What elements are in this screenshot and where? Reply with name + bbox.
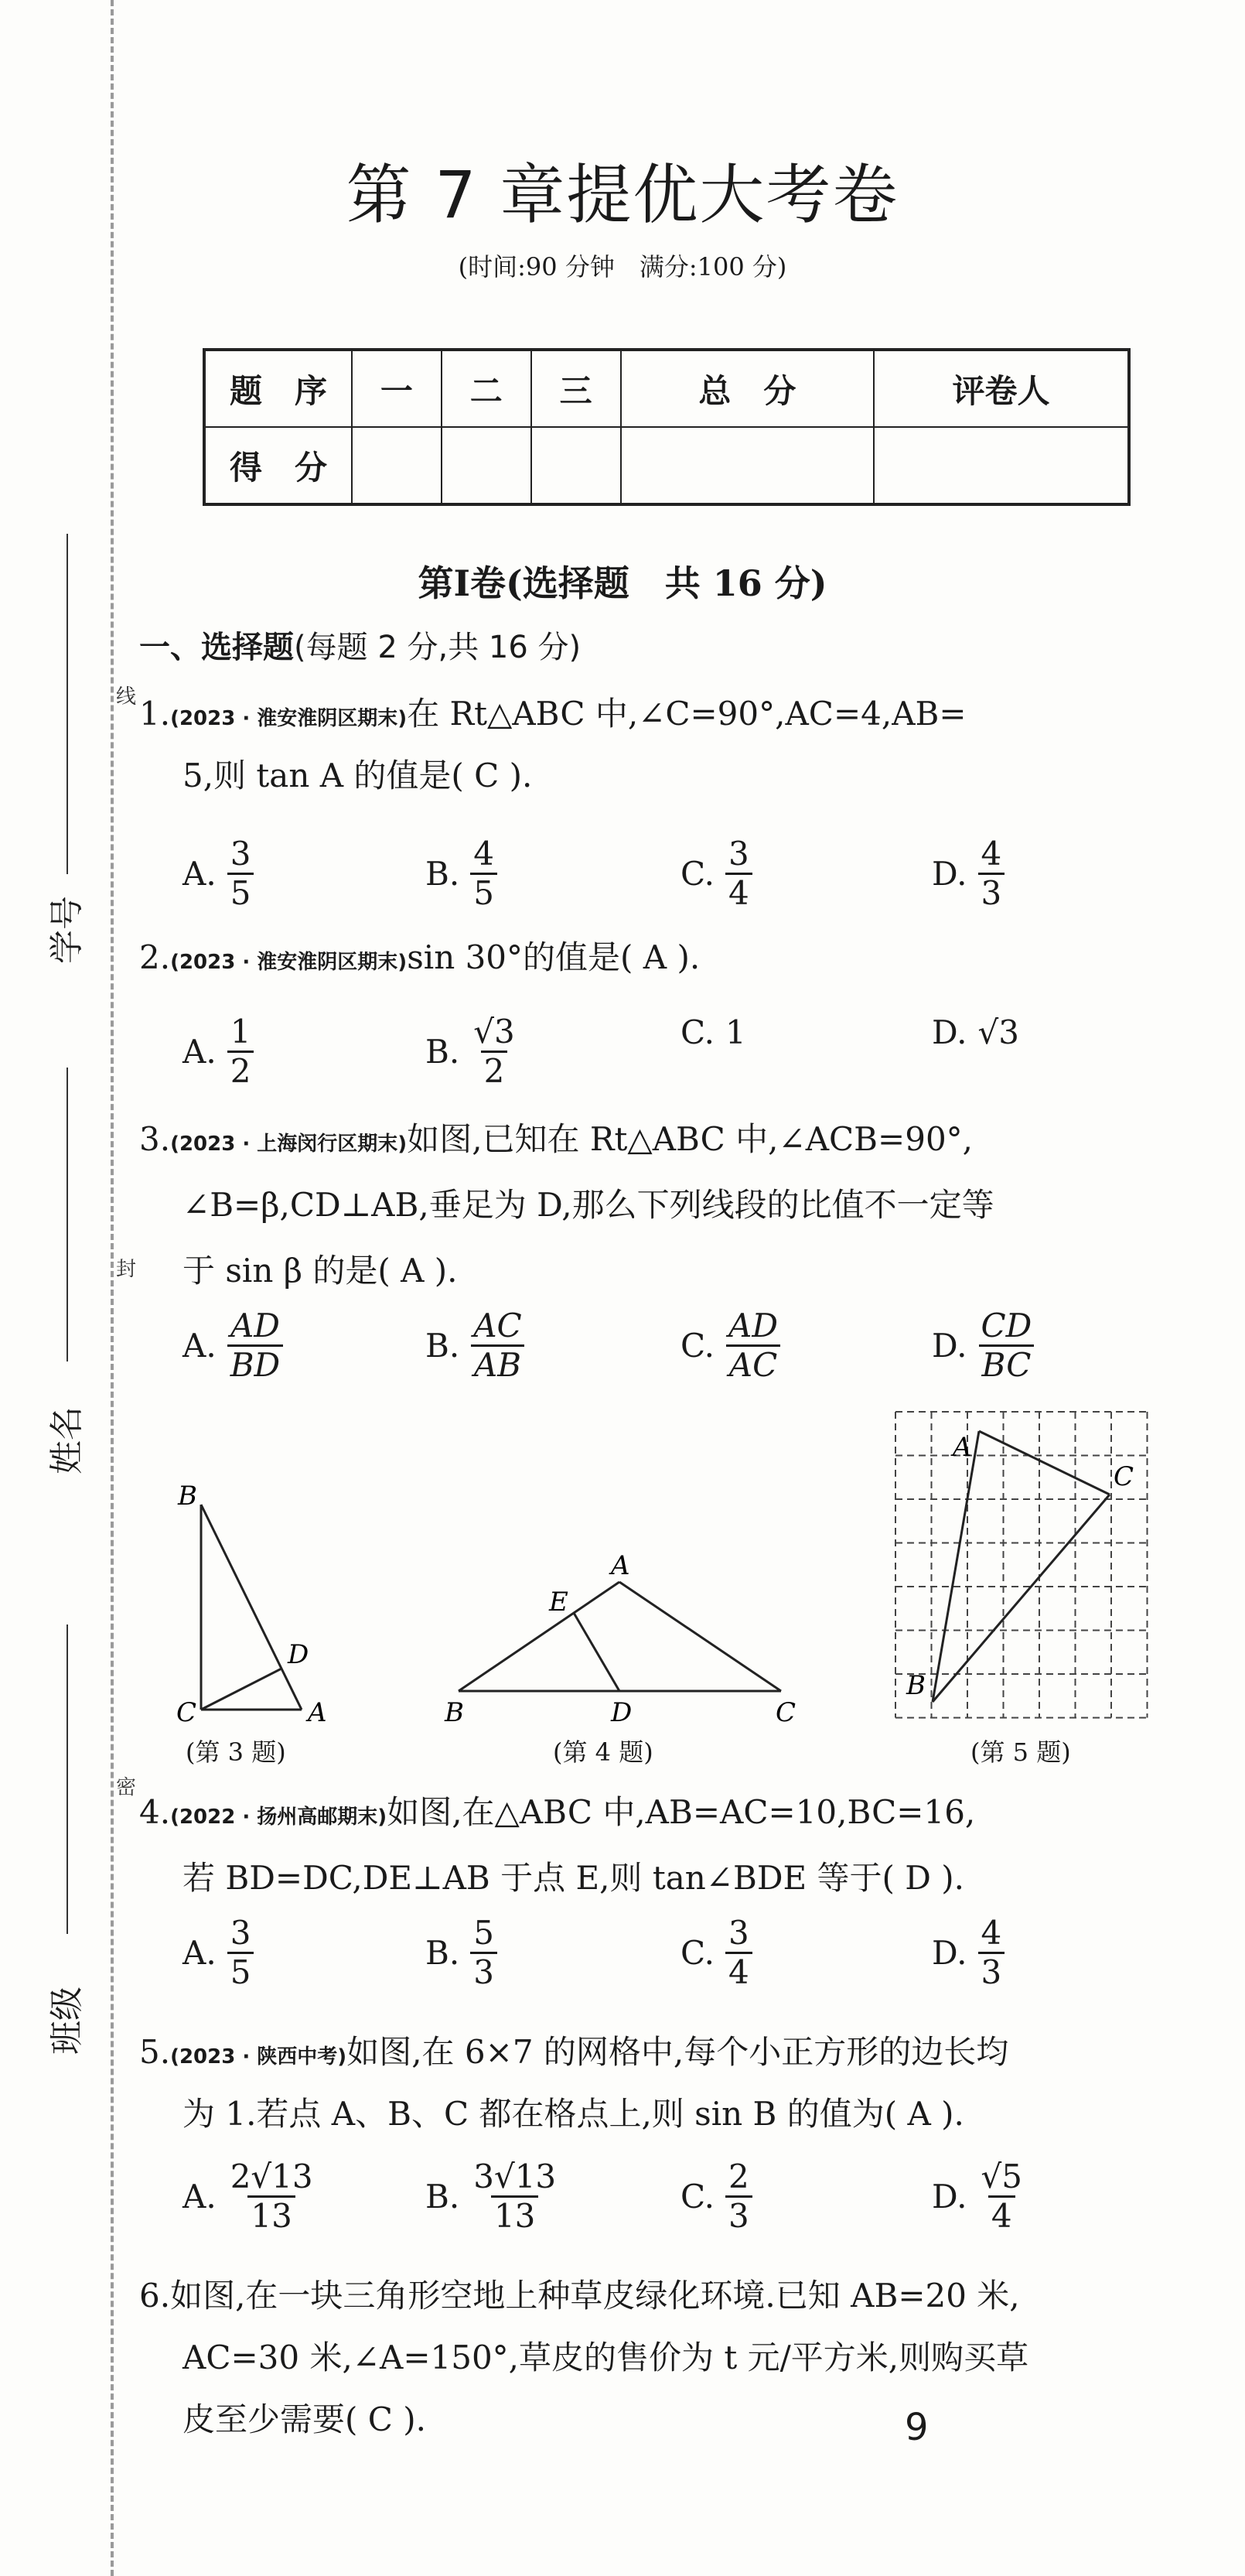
- question-4-line-1: [139, 1787, 975, 1833]
- option-a: [182, 1307, 283, 1385]
- fig3-label: A: [308, 1697, 327, 1728]
- fraction-denominator: 4: [725, 873, 752, 912]
- option-fraction: [227, 1307, 284, 1385]
- score-table-header-row: [204, 350, 1129, 427]
- option-d: [932, 835, 1005, 913]
- option-letter: C.: [680, 2178, 715, 2216]
- question-number: 5.: [139, 2033, 171, 2071]
- fig5-side-ab: [933, 1431, 979, 1702]
- option-a: [182, 1013, 254, 1091]
- figure-5: [889, 1408, 1183, 1725]
- fig5-side-ac: [979, 1431, 1110, 1495]
- student-id-label: 学号: [47, 896, 87, 964]
- score-table-header: 评卷人: [874, 350, 1129, 427]
- figure-3: [170, 1470, 356, 1733]
- question-5-line-1: [139, 2027, 1008, 2073]
- option-letter: B.: [425, 1327, 460, 1365]
- question-number: 2.: [139, 938, 171, 976]
- question-type-label: 一、选择题: [139, 630, 294, 665]
- fig4-label: B: [445, 1697, 464, 1728]
- option-letter: D.: [932, 1934, 967, 1973]
- question-source: (2023 · 陕西中考): [170, 2045, 347, 2069]
- fraction-numerator: 2: [728, 2157, 749, 2195]
- option-fraction: [978, 1915, 1005, 1992]
- option-letter: D.: [932, 1013, 967, 1051]
- question-6-line-3: 皮至少需要( C ).: [182, 2400, 426, 2438]
- fraction-numerator: 4: [981, 835, 1002, 873]
- option-b: [425, 1013, 518, 1091]
- option-fraction: [470, 1915, 497, 1992]
- fig5-grid: [895, 1412, 1148, 1718]
- question-text: 如图,在一块三角形空地上种草皮绿化环境.已知 AB=20 米,: [170, 2277, 1020, 2315]
- fraction-numerator: 3√13: [473, 2157, 557, 2195]
- fraction-numerator: 3: [728, 835, 749, 873]
- option-fraction: [725, 2158, 752, 2236]
- option-fraction: [227, 2158, 316, 2236]
- option-fraction: [470, 1013, 517, 1091]
- fig3-altitude-cd: [201, 1669, 281, 1710]
- fig5-label: B: [906, 1670, 926, 1701]
- option-a: [182, 1915, 254, 1992]
- score-table-header: 总 分: [621, 350, 874, 427]
- fraction-denominator: 3: [725, 2195, 752, 2235]
- figure-4: [429, 1547, 816, 1733]
- option-letter: C.: [680, 855, 715, 893]
- fig3-side-ab: [201, 1505, 302, 1710]
- score-cell[interactable]: [352, 427, 442, 504]
- fig3-label: D: [288, 1639, 309, 1670]
- fraction-denominator: 4: [988, 2195, 1015, 2235]
- option-b: [425, 1307, 525, 1385]
- question-text: 如图,在△ABC 中,AB=AC=10,BC=16,: [387, 1793, 976, 1831]
- option-value: 1: [725, 1013, 746, 1051]
- option-letter: B.: [425, 2178, 460, 2216]
- option-letter: B.: [425, 1033, 460, 1071]
- option-fraction: [227, 1915, 254, 1992]
- fig4-label: D: [611, 1697, 633, 1728]
- option-letter: B.: [425, 855, 460, 893]
- figure-4-caption: (第 4 题): [553, 1737, 653, 1767]
- option-d: [932, 1915, 1005, 1992]
- score-cell[interactable]: [621, 427, 874, 504]
- option-letter: A.: [182, 1327, 217, 1365]
- option-d: [932, 1013, 1019, 1051]
- page-subtitle: (时间:90 分钟 满分:100 分): [458, 252, 787, 282]
- fraction-numerator: AD: [230, 1307, 280, 1344]
- binding-dashed-line: [111, 0, 114, 2576]
- page-number: 9: [905, 2406, 929, 2449]
- question-number: 1.: [139, 695, 171, 733]
- question-text: 如图,在 6×7 的网格中,每个小正方形的边长均: [346, 2033, 1009, 2071]
- option-c: [680, 1915, 752, 1992]
- score-cell[interactable]: [874, 427, 1129, 504]
- fraction-denominator: 2: [227, 1051, 254, 1090]
- option-b: [425, 835, 497, 913]
- fig4-label: C: [776, 1697, 796, 1728]
- option-letter: C.: [680, 1327, 715, 1365]
- question-number: 4.: [139, 1793, 171, 1831]
- margin-mark-seal: 封: [116, 1258, 137, 1281]
- question-6-line-2: AC=30 米,∠A=150°,草皮的售价为 t 元/平方米,则购买草: [182, 2339, 1029, 2376]
- fig4-label: A: [611, 1550, 630, 1581]
- score-table-header: 题 序: [204, 350, 352, 427]
- option-b: [425, 2158, 559, 2236]
- fraction-denominator: 5: [227, 873, 254, 912]
- fraction-numerator: 3: [230, 835, 251, 873]
- fig4-label: E: [549, 1587, 568, 1618]
- question-source: (2023 · 淮安淮阴区期末): [170, 707, 408, 730]
- option-letter: B.: [425, 1934, 460, 1973]
- option-c: [680, 1307, 781, 1385]
- score-row-label: 得 分: [204, 427, 352, 504]
- fig4-segment-de: [574, 1613, 619, 1691]
- option-fraction: [978, 835, 1005, 913]
- fraction-numerator: √3: [473, 1013, 515, 1051]
- option-letter: A.: [182, 2178, 217, 2216]
- option-letter: D.: [932, 855, 967, 893]
- question-3-line-3: 于 sin β 的是( A ).: [182, 1252, 458, 1290]
- fig5-side-bc: [933, 1495, 1110, 1702]
- question-type-note: (每题 2 分,共 16 分): [294, 630, 582, 665]
- option-letter: C.: [680, 1013, 715, 1051]
- question-text: 在 Rt△ABC 中,∠C=90°,AC=4,AB=: [407, 695, 967, 733]
- option-letter: D.: [932, 1327, 967, 1365]
- option-fraction: [978, 2158, 1025, 2236]
- fraction-denominator: 3: [978, 1952, 1005, 1991]
- fraction-numerator: 4: [981, 1914, 1002, 1952]
- figure-3-caption: (第 3 题): [186, 1737, 286, 1767]
- fraction-denominator: 2: [481, 1051, 508, 1090]
- question-6-line-1: [139, 2270, 1020, 2317]
- fraction-denominator: 3: [978, 873, 1005, 912]
- option-fraction: [725, 1915, 752, 1992]
- figure-5-caption: (第 5 题): [970, 1737, 1071, 1767]
- score-cell[interactable]: [531, 427, 621, 504]
- fraction-denominator: 4: [725, 1952, 752, 1991]
- option-c: [680, 835, 752, 913]
- fig5-label: C: [1114, 1461, 1134, 1492]
- option-letter: A.: [182, 1934, 217, 1973]
- question-source: (2023 · 淮安淮阴区期末): [170, 951, 408, 974]
- option-a: [182, 835, 254, 913]
- option-fraction: [470, 2158, 559, 2236]
- option-letter: A.: [182, 855, 217, 893]
- option-d: [932, 1307, 1035, 1385]
- fraction-numerator: 3: [728, 1914, 749, 1952]
- fraction-numerator: CD: [981, 1307, 1032, 1344]
- question-1-line-1: [139, 688, 967, 735]
- option-c: [680, 1013, 746, 1051]
- score-cell[interactable]: [442, 427, 531, 504]
- fig4-side-ab: [459, 1582, 619, 1691]
- question-text: sin 30°的值是( A ).: [407, 938, 701, 976]
- option-fraction: [227, 1013, 254, 1091]
- margin-mark-secret: 密: [116, 1776, 137, 1799]
- fig5-label: A: [953, 1432, 972, 1463]
- option-letter: A.: [182, 1033, 217, 1071]
- question-4-line-2: 若 BD=DC,DE⊥AB 于点 E,则 tan∠BDE 等于( D ).: [182, 1859, 965, 1897]
- score-table-score-row: [204, 427, 1129, 504]
- fraction-denominator: 13: [491, 2195, 538, 2235]
- fraction-numerator: 2√13: [230, 2157, 313, 2195]
- option-fraction: [227, 835, 254, 913]
- option-fraction: [470, 1307, 524, 1385]
- page-title: 第 7 章提优大考卷: [346, 157, 899, 233]
- score-table-header: 一: [352, 350, 442, 427]
- option-a: [182, 2158, 316, 2236]
- name-label: 姓名: [47, 1406, 87, 1474]
- option-fraction: [725, 1307, 781, 1385]
- question-source: (2022 · 扬州高邮期末): [170, 1806, 387, 1829]
- fig3-label: B: [178, 1481, 197, 1512]
- fraction-denominator: AC: [726, 1344, 780, 1384]
- fraction-denominator: BC: [979, 1344, 1035, 1384]
- fig3-label: C: [176, 1697, 197, 1728]
- fig4-side-ac: [619, 1582, 781, 1691]
- option-fraction: [470, 835, 497, 913]
- question-source: (2023 · 上海闵行区期末): [170, 1133, 408, 1156]
- class-line: [67, 1625, 68, 1934]
- option-letter: D.: [932, 2178, 967, 2216]
- option-d: [932, 2158, 1025, 2236]
- fraction-numerator: AD: [728, 1307, 779, 1344]
- score-table-header: 三: [531, 350, 621, 427]
- fraction-numerator: 3: [230, 1914, 251, 1952]
- question-number: 6.: [139, 2277, 171, 2315]
- fraction-numerator: 5: [473, 1914, 494, 1952]
- fraction-numerator: AC: [473, 1307, 522, 1344]
- fraction-denominator: 13: [247, 2195, 295, 2235]
- question-5-line-2: 为 1.若点 A、B、C 都在格点上,则 sin B 的值为( A ).: [182, 2095, 964, 2133]
- option-letter: C.: [680, 1934, 715, 1973]
- question-1-line-2: 5,则 tan A 的值是( C ).: [182, 757, 533, 794]
- fraction-numerator: √5: [981, 2157, 1023, 2195]
- question-2-line-1: [139, 932, 700, 979]
- section-title: 第Ⅰ卷(选择题 共 16 分): [418, 562, 827, 604]
- fraction-denominator: 5: [227, 1952, 254, 1991]
- fraction-denominator: AB: [471, 1344, 524, 1384]
- score-table: [203, 348, 1131, 506]
- option-fraction: [978, 1307, 1035, 1385]
- class-label: 班级: [47, 1987, 87, 2055]
- option-b: [425, 1915, 497, 1992]
- option-fraction: [725, 835, 752, 913]
- fraction-numerator: 4: [473, 835, 494, 873]
- margin-mark-line: 线: [116, 685, 137, 709]
- fraction-denominator: 5: [470, 873, 497, 912]
- option-c: [680, 2158, 752, 2236]
- name-line: [67, 1068, 68, 1361]
- question-3-line-2: ∠B=β,CD⊥AB,垂足为 D,那么下列线段的比值不一定等: [182, 1186, 994, 1224]
- fraction-numerator: 1: [230, 1013, 251, 1051]
- fraction-denominator: 3: [470, 1952, 497, 1991]
- fraction-denominator: BD: [227, 1344, 284, 1384]
- question-number: 3.: [139, 1120, 171, 1158]
- question-3-line-1: [139, 1114, 973, 1160]
- question-type-heading: [139, 623, 581, 667]
- question-text: 如图,已知在 Rt△ABC 中,∠ACB=90°,: [407, 1120, 974, 1158]
- score-table-header: 二: [442, 350, 531, 427]
- option-value: √3: [977, 1013, 1020, 1051]
